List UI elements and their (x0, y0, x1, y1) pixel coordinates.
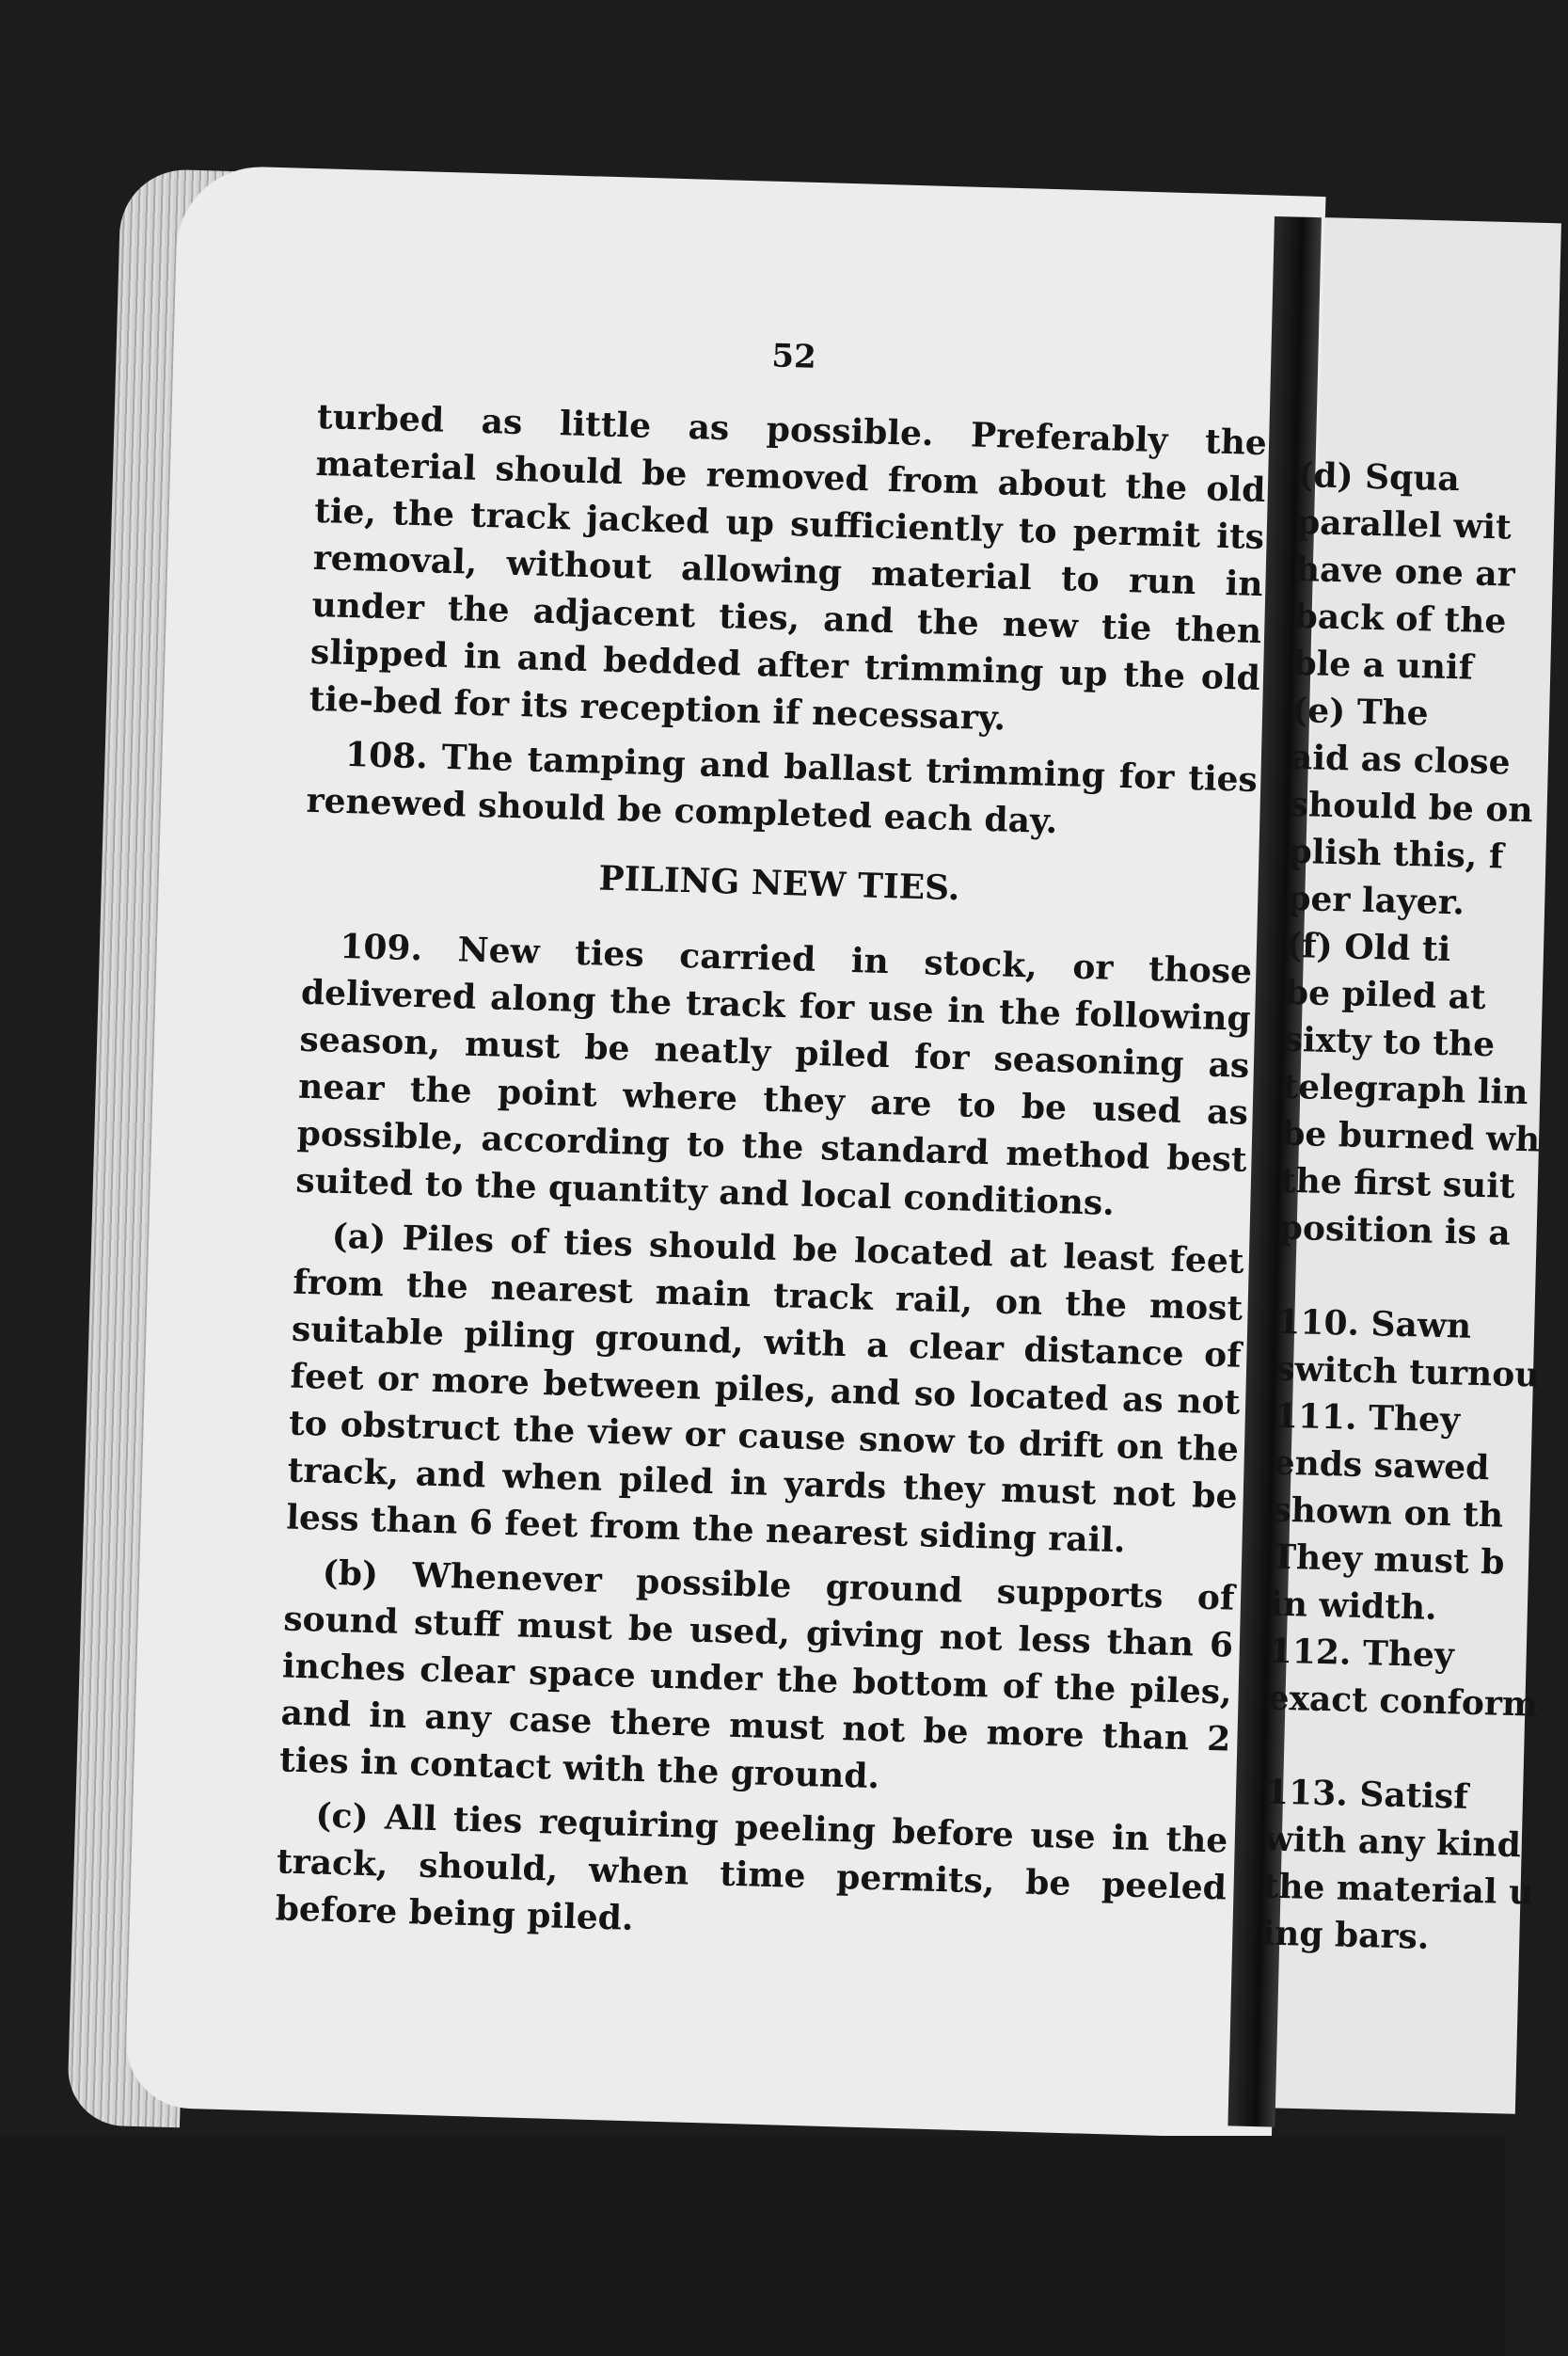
right-line: have one ar (1294, 549, 1516, 595)
right-line: telegraph lin (1281, 1066, 1528, 1113)
right-line: 111. They (1274, 1395, 1461, 1441)
paragraph-108: 108. The tamping and ballast trimming for ties renewed should be completed each day. (306, 734, 1259, 842)
right-line: plish this, f (1288, 831, 1504, 877)
right-line: in width. (1269, 1584, 1438, 1628)
right-line: ends sawed (1273, 1442, 1490, 1488)
right-line: be piled at (1284, 972, 1487, 1018)
right-line: be burned wh (1280, 1113, 1541, 1160)
paragraph-107-end: turbed as little as possible. Preferably the material should be removed from about the old tie, the track jacked up sufficiently to permit its removal, without allowing material to run in under the adjacent ties, and the new tie then slipped in and bedded after trimming up the old tie-bed for its reception if necessary. (309, 396, 1268, 739)
right-line: (f) Old ti (1285, 925, 1451, 970)
right-line: ing bars. (1261, 1913, 1430, 1957)
right-line: the first suit (1279, 1160, 1516, 1206)
right-line: per layer. (1286, 878, 1465, 923)
right-line: aid as close (1290, 737, 1512, 783)
paragraph-109a: (a) Piles of ties should be located at least feet from the nearest main track rail, on the most suitable piling ground, with a clear distance of feet or more between piles, and so located as not to obstruct the view or cause snow to drift on the track, and when piled in yards they must not be less than 6 feet from the nearest siding rail. (285, 1216, 1245, 1561)
right-line: shown on th (1272, 1489, 1504, 1536)
right-line: (e) The (1291, 690, 1430, 734)
section-heading: PILING NEW TIES. (598, 858, 960, 909)
page-number: 52 (770, 337, 817, 376)
right-page-text (1261, 452, 1541, 1962)
background-shadow (0, 2136, 1505, 2356)
right-line: 112. They (1268, 1631, 1455, 1676)
right-line-gap (1277, 1251, 1495, 1304)
right-line: should be on (1289, 784, 1534, 831)
left-page-text (275, 320, 1270, 1966)
paragraph-109: 109. New ties carried in stock, or those delivered along the track for use in the following season, must be neatly piled for seasoning as near the point where they are to be used as possible, according to the standard method best suited to the quantity and local conditions. (294, 926, 1253, 1223)
right-line: parallel wit (1295, 501, 1513, 548)
right-line: back of the (1293, 596, 1507, 642)
right-line: ble a unif (1291, 643, 1474, 688)
right-line: with any kind (1263, 1819, 1522, 1866)
right-line: They must b (1270, 1536, 1505, 1583)
right-line: switch turnou (1275, 1348, 1540, 1395)
right-line: sixty to the (1283, 1019, 1496, 1065)
right-line: 110. Sawn (1275, 1301, 1472, 1346)
paragraph-109c: (c) All ties requiring peeling before use in the track, should, when time permits, be peeled before being piled. (275, 1795, 1228, 1938)
right-line: (d) Squa (1296, 454, 1461, 500)
right-line: 113. Satisf (1264, 1772, 1469, 1817)
right-line: exact conform (1267, 1678, 1539, 1725)
right-line: the material u (1262, 1866, 1534, 1913)
right-line-gap (1266, 1722, 1483, 1775)
paragraph-109b: (b) Whenever possible ground supports of sound stuff must be used, giving not less than 6 inches clear space under the bottom of the piles, and in any case there must not be more than 2 ties in contact with the ground. (278, 1552, 1236, 1797)
right-line: position is a (1278, 1207, 1512, 1253)
